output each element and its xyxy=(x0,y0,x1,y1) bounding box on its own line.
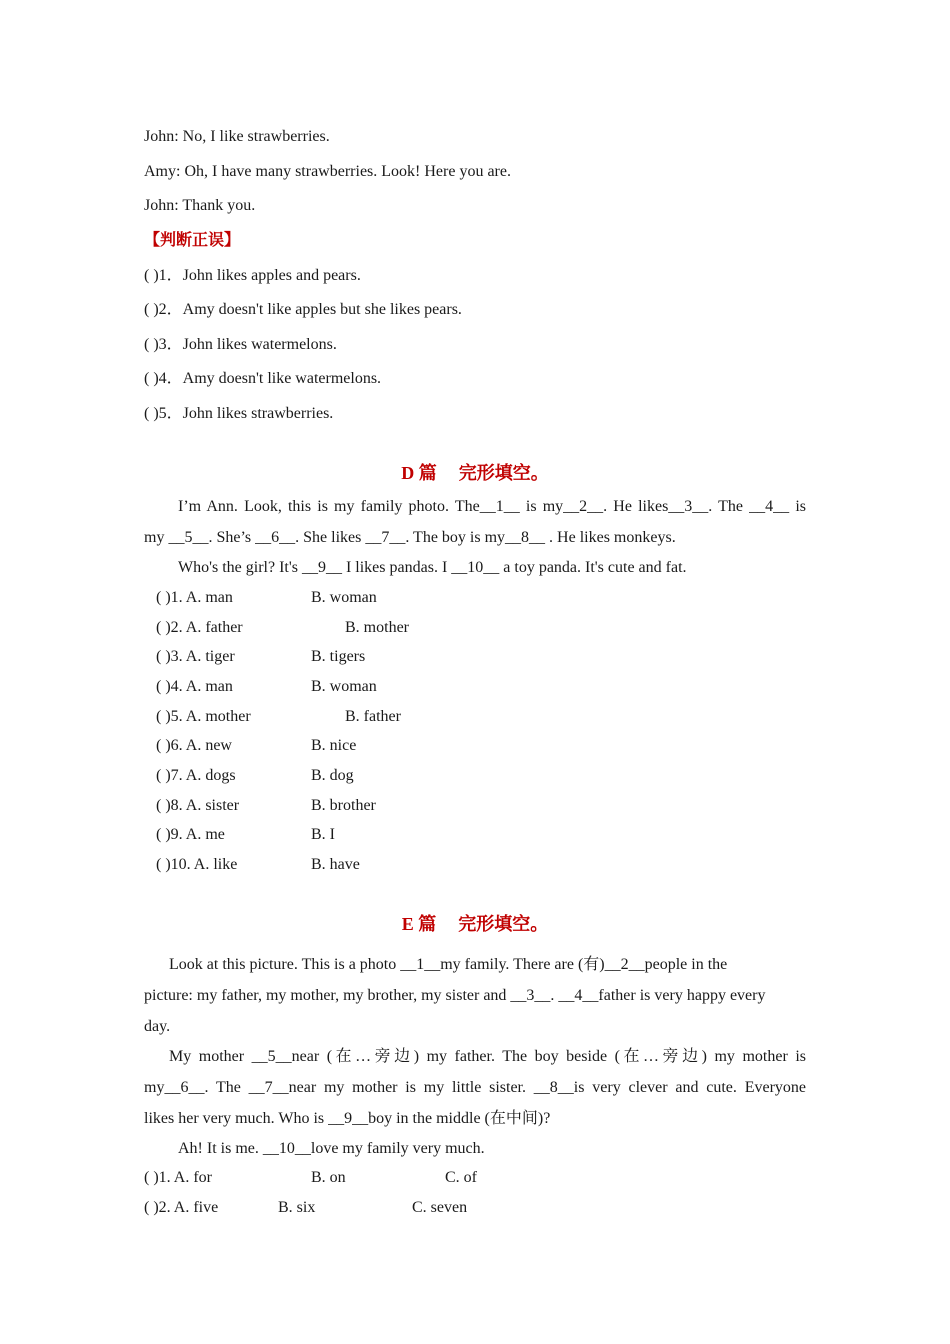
dialogue-line-3: John: Thank you. xyxy=(144,197,256,214)
question-option-c: C. seven xyxy=(412,1199,468,1216)
section-e-label: E 篇 xyxy=(401,914,437,934)
question-option-b: B. woman xyxy=(311,678,377,695)
judge-item-text: 5．John likes strawberries. xyxy=(158,405,334,422)
question-option-a: ( )10. A. like xyxy=(156,856,238,873)
section-e-passage-line-1: Look at this picture. This is a photo __1__my family. There are (有)__2__people in the xyxy=(169,956,728,973)
section-e-passage-line-6: likes her very much. Who is __9__boy in the middle (在中间)? xyxy=(144,1110,551,1127)
question-option-b: B. have xyxy=(311,856,360,873)
judge-item xyxy=(144,266,361,286)
question-option-a: ( )6. A. new xyxy=(156,737,232,754)
judge-item-text: 3．John likes watermelons. xyxy=(158,336,337,353)
question-option-a: ( )7. A. dogs xyxy=(156,767,236,784)
section-d-label: D 篇 xyxy=(401,463,437,483)
judge-item-text: 2．Amy doesn't like apples but she likes pears. xyxy=(158,301,462,318)
section-e-passage-line-7: Ah! It is me. __10__love my family very much. xyxy=(178,1140,485,1157)
judge-item-text: 4．Amy doesn't like watermelons. xyxy=(158,370,382,387)
section-d-passage-line-2: my __5__. She’s __6__. She likes __7__. The boy is my__8__ . He likes monkeys. xyxy=(144,529,676,546)
question-option-b: B. six xyxy=(278,1199,316,1216)
question-option-a: ( )2. A. five xyxy=(144,1199,219,1216)
question-option-a: ( )9. A. me xyxy=(156,826,225,843)
question-option-a: ( )8. A. sister xyxy=(156,797,240,814)
question-option-b: B. brother xyxy=(311,797,376,814)
section-d-passage-line-1: I’m Ann. Look, this is my family photo. The__1__ is my__2__. He likes__3__. The __4__ is xyxy=(178,498,806,515)
section-e-passage-line-4: My mother __5__near (在…旁边) my father. The boy beside (在…旁边) my mother is xyxy=(169,1048,806,1065)
judge-item-text: 1．John likes apples and pears. xyxy=(158,267,361,284)
question-option-a: ( )4. A. man xyxy=(156,678,233,695)
dialogue-line-1: John: No, I like strawberries. xyxy=(144,128,330,145)
question-option-b: B. I xyxy=(311,826,335,843)
dialogue-line-2: Amy: Oh, I have many strawberries. Look! Here you are. xyxy=(144,163,511,180)
judge-heading: 【判断正误】 xyxy=(144,232,241,249)
answer-paren: ( ) xyxy=(144,405,159,422)
question-option-a: ( )2. A. father xyxy=(156,619,243,636)
judge-item xyxy=(144,335,337,355)
question-option-b: B. tigers xyxy=(311,648,366,665)
judge-item xyxy=(144,300,462,320)
question-option-a: ( )5. A. mother xyxy=(156,708,251,725)
question-option-a: ( )1. A. man xyxy=(156,589,233,606)
section-d-title xyxy=(0,462,950,484)
answer-paren: ( ) xyxy=(144,336,159,353)
section-e-passage-line-5: my__6__. The __7__near my mother is my little sister. __8__is very clever and cute. Everyone xyxy=(144,1079,806,1096)
question-option-c: C. of xyxy=(445,1169,477,1186)
question-option-b: B. on xyxy=(311,1169,346,1186)
section-d-passage-line-3: Who's the girl? It's __9__ I likes pandas. I __10__ a toy panda. It's cute and fat. xyxy=(178,559,687,576)
section-e-passage-line-3: day. xyxy=(144,1018,171,1035)
question-option-a: ( )3. A. tiger xyxy=(156,648,235,665)
question-option-b: B. nice xyxy=(311,737,357,754)
answer-paren: ( ) xyxy=(144,301,159,318)
answer-paren: ( ) xyxy=(144,267,159,284)
question-option-b: B. woman xyxy=(311,589,377,606)
section-e-subtitle: 完形填空。 xyxy=(458,914,549,934)
question-option-b: B. mother xyxy=(345,619,409,636)
judge-item xyxy=(144,404,333,424)
section-d-subtitle: 完形填空。 xyxy=(458,463,549,483)
section-e-title xyxy=(0,913,950,935)
answer-paren: ( ) xyxy=(144,370,159,387)
section-e-passage-line-2: picture: my father, my mother, my brother, my sister and __3__. __4__father is very happy every xyxy=(144,987,766,1004)
question-option-a: ( )1. A. for xyxy=(144,1169,212,1186)
question-option-b: B. father xyxy=(345,708,401,725)
question-option-b: B. dog xyxy=(311,767,354,784)
judge-item xyxy=(144,369,381,389)
